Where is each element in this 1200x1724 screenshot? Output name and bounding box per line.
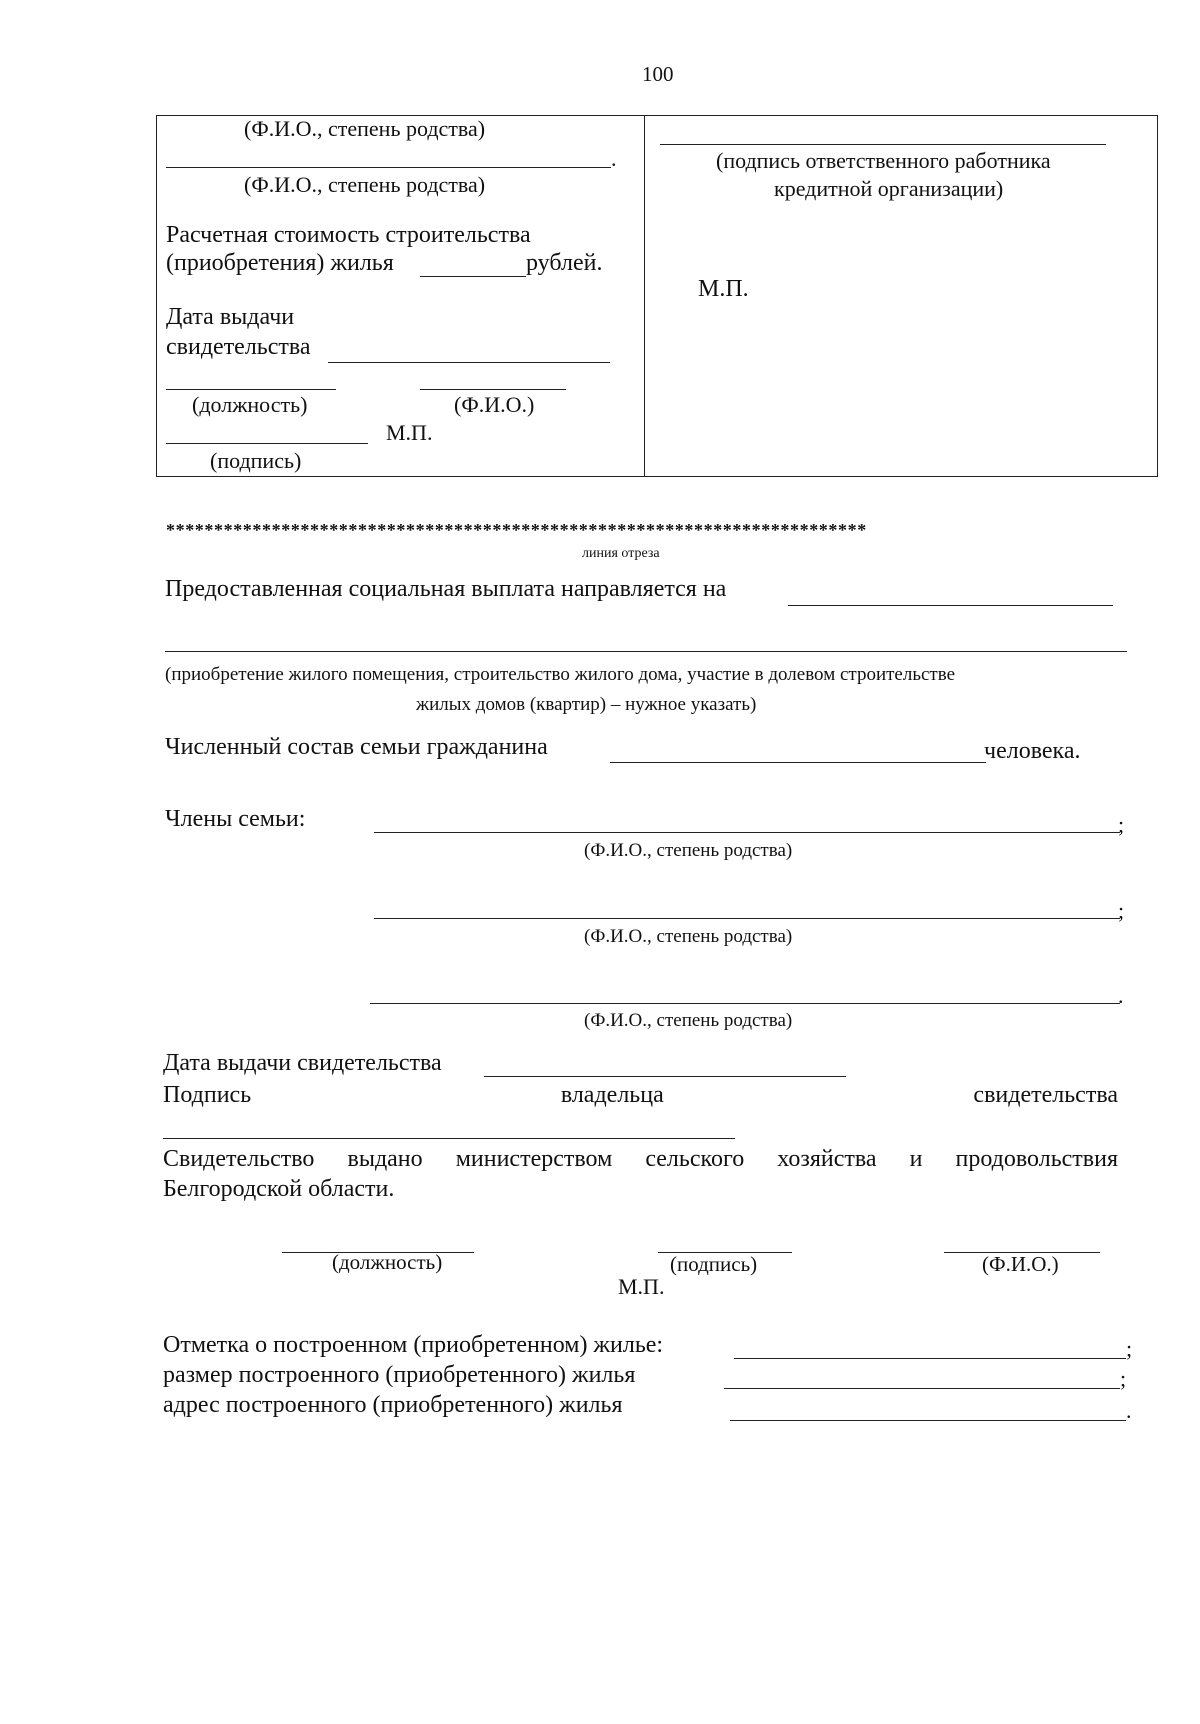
- cost-label-line-2: (приобретения) жилья: [166, 250, 394, 276]
- family-member-field-1[interactable]: [374, 832, 1120, 833]
- bank-officer-signature-field[interactable]: [660, 144, 1106, 145]
- stamp-bottom: М.П.: [618, 1274, 665, 1299]
- housing-mark-field[interactable]: [734, 1358, 1126, 1359]
- official-fio-caption: (Ф.И.О.): [982, 1252, 1059, 1276]
- payment-label: Предоставленная социальная выплата направляется на: [165, 576, 727, 602]
- position-caption: (должность): [192, 392, 308, 417]
- family-size-unit: человека.: [984, 738, 1081, 764]
- stamp-left: М.П.: [386, 420, 433, 445]
- official-position-caption: (должность): [332, 1250, 443, 1274]
- family-size-label: Численный состав семьи гражданина: [165, 734, 548, 760]
- family-member-field-3[interactable]: [370, 1003, 1120, 1004]
- member-caption-1: (Ф.И.О., степень родства): [584, 840, 793, 861]
- cut-line-label: линия отреза: [582, 546, 660, 561]
- signature-caption: (подпись): [210, 448, 302, 473]
- field-terminator: ;: [1126, 1336, 1133, 1361]
- stub-divider: [644, 115, 645, 477]
- issued-by-text-2: Белгородской области.: [163, 1176, 395, 1202]
- housing-size-field[interactable]: [724, 1388, 1120, 1389]
- bank-signature-caption-1: (подпись ответственного работника: [716, 148, 1051, 173]
- fio-field[interactable]: [420, 389, 566, 390]
- owner-signature-word-2: владельца: [560, 1082, 664, 1108]
- family-member-caption-2: (Ф.И.О., степень родства): [244, 172, 486, 197]
- signature-field[interactable]: [166, 443, 368, 444]
- family-size-field[interactable]: [610, 762, 986, 763]
- field-terminator: ;: [1118, 812, 1125, 837]
- payment-target-field-2[interactable]: [165, 651, 1127, 652]
- owner-signature-label: [163, 1082, 1118, 1109]
- housing-size-label: размер построенного (приобретенного) жилья: [163, 1362, 636, 1388]
- field-terminator: .: [611, 146, 617, 171]
- official-signature-caption: (подпись): [670, 1252, 758, 1276]
- stamp-right: М.П.: [698, 276, 749, 302]
- cost-label-line-1: Расчетная стоимость строительства: [166, 222, 531, 248]
- payment-caption-2: жилых домов (квартир) – нужное указать): [416, 694, 757, 715]
- fio-caption: (Ф.И.О.): [454, 392, 535, 417]
- family-member-caption-1: (Ф.И.О., степень родства): [244, 116, 486, 141]
- issue-date-field[interactable]: [328, 362, 610, 363]
- member-caption-2: (Ф.И.О., степень родства): [584, 926, 793, 947]
- payment-caption-1: (приобретение жилого помещения, строительство жилого дома, участие в долевом строительстве: [165, 664, 956, 685]
- issue-date-field[interactable]: [484, 1076, 846, 1077]
- member-caption-3: (Ф.И.О., степень родства): [584, 1010, 793, 1031]
- housing-address-label: адрес построенного (приобретенного) жилья: [163, 1392, 623, 1418]
- housing-mark-label: Отметка о построенном (приобретенном) жилье:: [163, 1332, 664, 1358]
- field-terminator: ;: [1118, 898, 1125, 923]
- field-terminator: .: [1126, 1398, 1132, 1423]
- issue-date-label-line-2: свидетельства: [166, 334, 311, 360]
- family-member-field-2[interactable]: [374, 918, 1120, 919]
- issue-date-label: Дата выдачи свидетельства: [163, 1050, 442, 1076]
- cost-field[interactable]: [420, 276, 526, 277]
- bank-signature-caption-2: кредитной организации): [774, 176, 1004, 201]
- payment-target-field[interactable]: [788, 605, 1113, 606]
- cut-line-stars: *************************************************************************: [166, 520, 867, 540]
- field-terminator: ;: [1120, 1366, 1127, 1391]
- issued-by-text: Свидетельство выдано министерством сельского хозяйства и продовольствия: [163, 1146, 1118, 1172]
- owner-signature-field[interactable]: [163, 1138, 735, 1139]
- housing-address-field[interactable]: [730, 1420, 1126, 1421]
- issue-date-label-line-1: Дата выдачи: [166, 304, 295, 330]
- cost-unit: рублей.: [526, 250, 603, 276]
- field-terminator: .: [1118, 983, 1124, 1008]
- family-members-label: Члены семьи:: [165, 806, 306, 832]
- owner-signature-word-3: свидетельства: [973, 1082, 1118, 1108]
- owner-signature-word-1: Подпись: [163, 1082, 252, 1108]
- family-member-field[interactable]: [166, 167, 611, 168]
- page-number: 100: [642, 62, 674, 86]
- position-field[interactable]: [166, 389, 336, 390]
